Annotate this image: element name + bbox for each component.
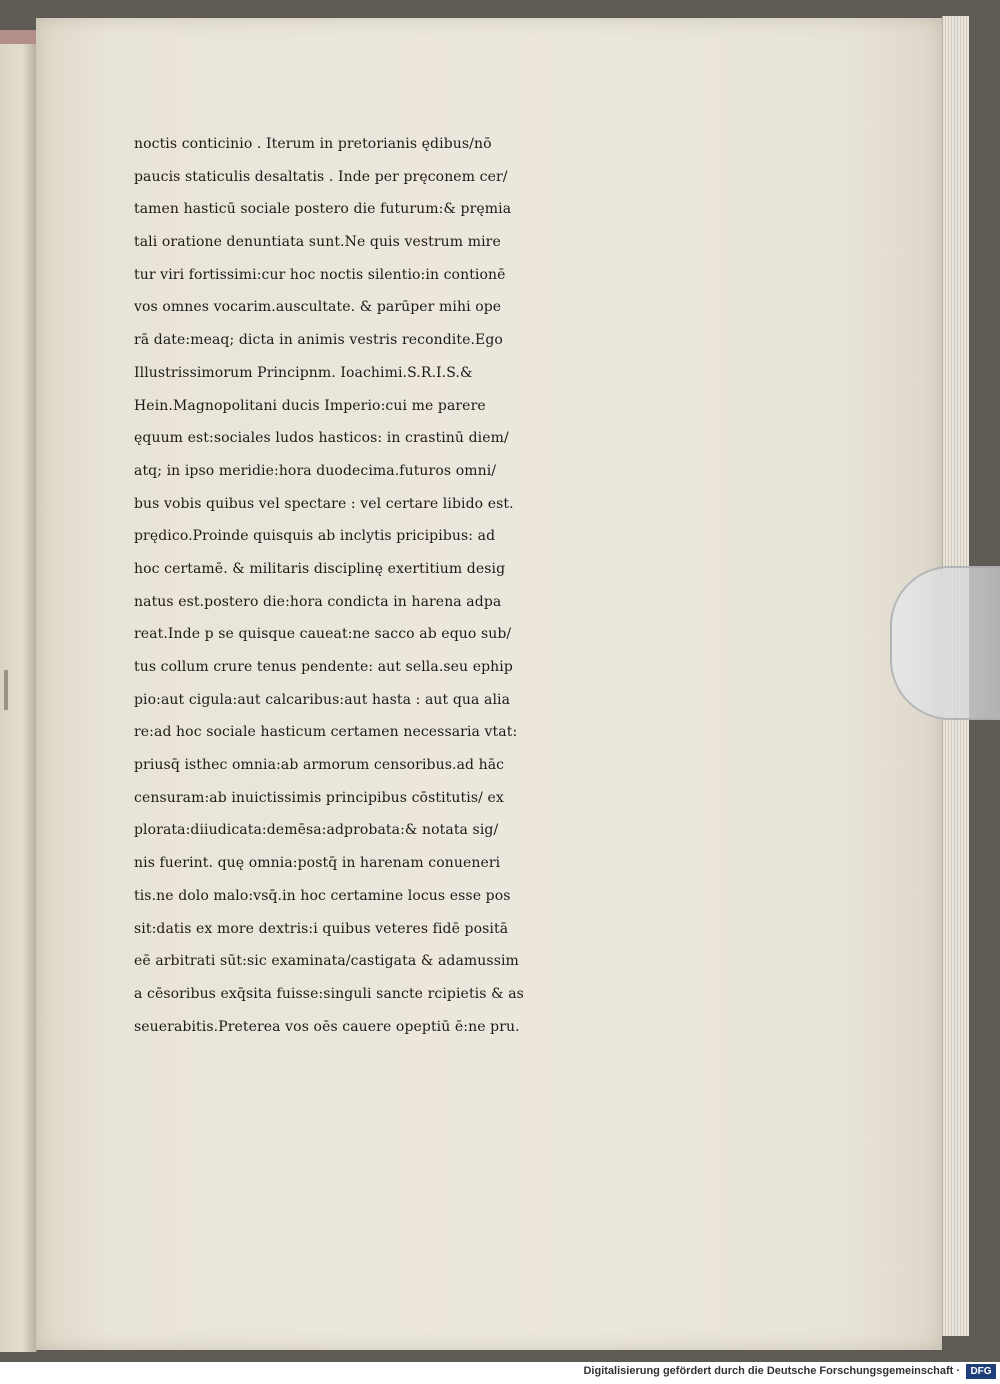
text-line: tur viri fortissimi:cur hoc noctis silentio:in contionē [134,266,506,283]
text-line: noctis conticinio . Iterum in pretorianis ędibus/nō [134,136,492,152]
text-line: natus est.postero die:hora condicta in harena adpa [134,593,502,610]
text-line: Illustrissimorum Principnm. Ioachimi.S.R.I.S.& [134,364,473,381]
text-line: a cēsoribus exq̄sita fuisse:singuli sancte rcipietis & as [134,985,524,1002]
text-line: pio:aut cigula:aut calcaribus:aut hasta : aut qua alia [134,691,511,708]
funding-credit: Digitalisierung gefördert durch die Deutsche Forschungsgemeinschaft · [583,1365,960,1377]
text-line: reat.Inde p se quisque caueat:ne sacco ab equo sub/ [134,626,512,643]
text-line: paucis staticulis desaltatis . Inde per pręconem cer/ [134,168,508,185]
text-line: tis.ne dolo malo:vsq̄.in hoc certamine locus esse pos [134,887,511,904]
text-line: hoc certamē. & militaris disciplinę exertitium desig [134,560,506,577]
dfg-logo: DFG [966,1364,996,1379]
text-line: tali oratione denuntiata sunt.Ne quis vestrum mire [134,234,501,251]
plastic-clip [890,566,1000,720]
text-line: Hein.Magnopolitani ducis Imperio:cui me parere [134,397,486,414]
text-line: tamen hasticū sociale postero die futurum:& pręmia [134,201,512,218]
text-line: vos omnes vocarim.auscultate. & parūper mihi ope [134,299,502,316]
text-line: eē arbitrati sūt:sic examinata/castigata & adamussim [134,953,519,970]
spine-mark [4,670,8,710]
page-text [134,128,834,1043]
text-line: plorata:diiudicata:demēsa:adprobata:& notata sig/ [134,822,499,839]
text-line: seuerabitis.Preterea vos oēs cauere opeptiū ē:ne pru. [134,1018,520,1035]
text-line: prędico.Proinde quisquis ab inclytis pricipibus: ad [134,528,496,545]
text-line: re:ad hoc sociale hasticum certamen necessaria vtat: [134,724,518,741]
text-line: tus collum crure tenus pendente: aut sella.seu ephip [134,659,513,675]
left-page-top-band [0,30,36,44]
text-line: priusq̄ isthec omnia:ab armorum censoribus.ad hāc [134,757,505,774]
text-line: sit:datis ex more dextris:i quibus veteres fidē positā [134,920,509,937]
text-line: rā date:meaq; dicta in animis vestris recondite.Ego [134,332,503,349]
text-line: ęquum est:sociales ludos hasticos: in crastinū diem/ [134,430,509,447]
text-line: nis fuerint. quę omnia:postq̄ in harenam conueneri [134,855,501,872]
footer-bar [0,1362,1000,1384]
text-line: atq; in ipso meridie:hora duodecima.futuros omni/ [134,462,497,479]
text-line: bus vobis quibus vel spectare : vel certare libido est. [134,495,514,512]
text-line: censuram:ab inuictissimis principibus cōstitutis/ ex [134,789,504,806]
